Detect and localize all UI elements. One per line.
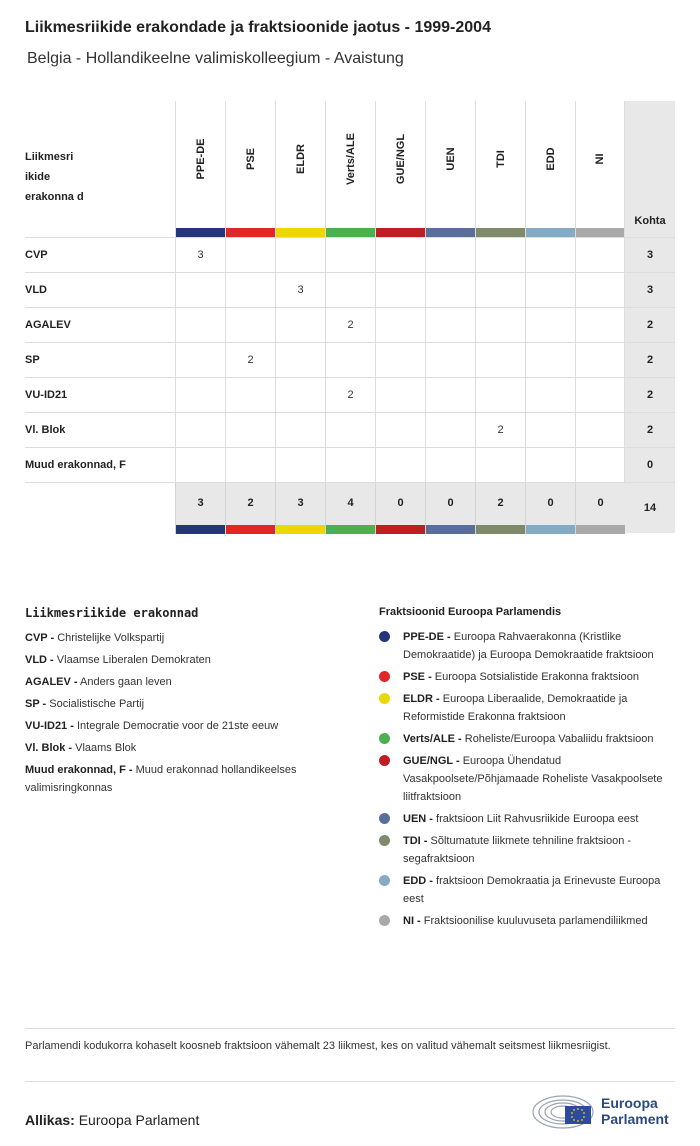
group-abbr: PPE-DE - (403, 631, 451, 643)
group-color-dot (379, 693, 390, 704)
group-abbr: TDI - (403, 835, 428, 847)
party-label: AGALEV (25, 319, 71, 331)
seat-count-cell (225, 273, 275, 308)
group-name: NI (594, 153, 606, 165)
group-color-bar (276, 228, 325, 237)
seat-count-cell (325, 413, 375, 448)
party-fullname: Socialistische Partij (49, 698, 145, 710)
party-legend-item (25, 629, 355, 647)
group-abbr: GUE/NGL - (403, 755, 460, 767)
column-total-cell (175, 483, 225, 534)
group-color-bar (476, 228, 525, 237)
group-color-bar (226, 228, 275, 237)
group-name: GUE/NGL (394, 133, 407, 185)
party-fullname: Christelijke Volkspartij (57, 632, 165, 644)
party-fullname: Integrale Democratie voor de 21ste eeuw (76, 720, 279, 732)
column-total-cell (425, 483, 475, 534)
seat-count-cell (475, 273, 525, 308)
group-legend-item (379, 730, 675, 748)
seat-count-cell: 2 (475, 413, 525, 448)
seat-count-cell (425, 308, 475, 343)
group-fullname: fraktsioon Demokraatia ja Erinevuste Euroopa eest (403, 875, 661, 905)
column-total: 0 (547, 497, 554, 509)
group-abbr: ELDR - (403, 693, 440, 705)
group-color-dot (379, 915, 390, 926)
seat-count-cell (475, 308, 525, 343)
group-legend-title: Fraktsioonid Euroopa Parlamendis (379, 606, 562, 618)
table-row (25, 342, 675, 377)
party-abbr: Muud erakonnad, F - (25, 764, 133, 776)
seat-count-cell (525, 273, 575, 308)
seat-count-cell (475, 378, 525, 413)
group-legend (379, 606, 675, 934)
party-abbr: SP - (25, 698, 47, 710)
group-color-bar (526, 228, 575, 237)
column-total-cell (275, 483, 325, 534)
party-label: CVP (25, 249, 48, 261)
table-row (25, 447, 675, 482)
group-fullname: Roheliste/Euroopa Vabaliidu fraktsioon (464, 733, 654, 745)
party-fullname: Muud erakonnad hollandikeelses valimisringkonnas (25, 764, 297, 794)
group-column-header (475, 101, 525, 237)
logo-line-2: Parlament (601, 1111, 669, 1127)
seat-count-cell (475, 343, 525, 378)
seat-count-cell (375, 413, 425, 448)
group-color-bar (226, 525, 275, 534)
column-total: 4 (347, 497, 354, 509)
party-legend-item (25, 673, 355, 691)
party-abbr: AGALEV - (25, 676, 78, 688)
group-name: TDI (494, 150, 507, 168)
group-color-bar (576, 525, 625, 534)
party-abbr: Vl. Blok - (25, 742, 73, 754)
footnote: Parlamendi kodukorra kohaselt koosneb fraktsioon vähemalt 23 liikmest, kes on valitud vähemalt seitsmest liikmesriigist. (25, 1028, 675, 1082)
group-column-header (225, 101, 275, 237)
seat-count-cell (425, 378, 475, 413)
seat-count-cell: 3 (275, 273, 325, 308)
seat-count-cell (525, 413, 575, 448)
group-color-bar (276, 525, 325, 534)
party-legend-item (25, 717, 355, 735)
row-total: 2 (646, 354, 654, 366)
group-color-dot (379, 671, 390, 682)
party-label: Vl. Blok (25, 424, 66, 436)
row-total: 3 (646, 249, 654, 261)
group-abbr: NI - (403, 915, 421, 927)
party-fullname: Vlaams Blok (75, 742, 137, 754)
group-legend-item (379, 690, 675, 726)
column-total: 2 (497, 497, 504, 509)
seat-count-cell (375, 238, 425, 273)
group-fullname: Euroopa Liberaalide, Demokraatide ja Reformistide Erakonna fraktsioon (403, 693, 628, 723)
grand-total: 14 (643, 502, 657, 514)
row-total: 2 (646, 424, 654, 436)
seat-count-cell (225, 238, 275, 273)
seat-count-cell (525, 378, 575, 413)
seat-count-cell: 2 (325, 308, 375, 343)
seat-count-cell: 3 (175, 238, 225, 273)
party-label: VU-ID21 (25, 389, 68, 401)
group-abbr: PSE - (403, 671, 432, 683)
seat-count-cell (225, 413, 275, 448)
column-total-cell (375, 483, 425, 534)
party-abbr: CVP - (25, 632, 55, 644)
seat-count-cell (275, 448, 325, 483)
seat-count-cell (425, 413, 475, 448)
group-color-dot (379, 813, 390, 824)
group-column-header (575, 101, 625, 237)
seat-count-cell (275, 238, 325, 273)
logo-text (601, 1095, 669, 1127)
seat-count-cell (325, 273, 375, 308)
seat-count-cell: 2 (325, 378, 375, 413)
table-header (25, 101, 675, 237)
group-fullname: Fraktsioonilise kuuluvuseta parlamendiliikmed (423, 915, 648, 927)
seat-count-cell (175, 273, 225, 308)
seat-count-cell (575, 343, 625, 378)
group-fullname: Euroopa Ühendatud Vasakpoolsete/Põhjamaade Roheliste Vasakpoolsete liitfraktsioon (403, 755, 663, 803)
party-legend (25, 606, 355, 801)
seat-count-cell (525, 448, 575, 483)
group-legend-item (379, 668, 675, 686)
seat-count-cell (175, 448, 225, 483)
group-name: UEN (444, 147, 457, 171)
seat-count-cell (175, 378, 225, 413)
column-total-cell (475, 483, 525, 534)
seat-count-cell (375, 378, 425, 413)
seat-count-cell (275, 308, 325, 343)
seat-count-cell (325, 448, 375, 483)
group-abbr: UEN - (403, 813, 433, 825)
table-row (25, 307, 675, 342)
group-color-dot (379, 875, 390, 886)
chart-title: Liikmesriikide erakondade ja fraktsioonide jaotus - 1999-2004 (25, 19, 491, 36)
table-row (25, 377, 675, 412)
seat-count-cell (175, 308, 225, 343)
seat-count-cell (275, 413, 325, 448)
seat-count-cell (225, 448, 275, 483)
seat-count-cell (525, 343, 575, 378)
party-label: Muud erakonnad, F (25, 459, 126, 471)
group-color-dot (379, 733, 390, 744)
column-total: 2 (247, 497, 254, 509)
source-value: Euroopa Parlament (78, 1112, 200, 1128)
column-total: 0 (597, 497, 604, 509)
seat-count-cell (275, 378, 325, 413)
seat-count-cell: 2 (225, 343, 275, 378)
seat-count-cell (325, 238, 375, 273)
party-abbr: VLD - (25, 654, 54, 666)
group-column-header (325, 101, 375, 237)
seat-count-cell (225, 308, 275, 343)
column-total: 0 (397, 497, 404, 509)
hemicycle-icon (531, 1092, 599, 1132)
chart-subtitle: Belgia - Hollandikeelne valimiskolleegium - Avaistung (27, 50, 404, 67)
source-label: Allikas: (25, 1112, 75, 1128)
seat-count-cell (475, 448, 525, 483)
party-fullname: Vlaamse Liberalen Demokraten (56, 654, 211, 666)
seat-count-cell (225, 378, 275, 413)
row-total: 2 (646, 319, 654, 331)
source-line (25, 1112, 199, 1128)
row-header-label: Liikmesri ikide erakonna d (25, 151, 84, 203)
group-color-bar (176, 228, 225, 237)
seat-count-cell (425, 343, 475, 378)
column-total-cell (325, 483, 375, 534)
group-color-dot (379, 631, 390, 642)
table-row (25, 412, 675, 447)
party-legend-item (25, 739, 355, 757)
party-legend-item (25, 651, 355, 669)
group-color-bar (176, 525, 225, 534)
column-total-cell (225, 483, 275, 534)
party-legend-title: Liikmesriikide erakonnad (25, 606, 199, 620)
row-total: 2 (646, 389, 654, 401)
seat-count-cell (425, 273, 475, 308)
group-name: PSE (244, 147, 257, 171)
column-total: 3 (197, 497, 204, 509)
table-row (25, 237, 675, 272)
group-legend-item (379, 752, 675, 806)
group-column-header (525, 101, 575, 237)
group-color-bar (426, 525, 475, 534)
group-legend-item (379, 872, 675, 908)
group-name: Verts/ALE (344, 133, 357, 185)
party-legend-item (25, 761, 355, 797)
group-color-bar (576, 228, 624, 237)
group-column-header (275, 101, 325, 237)
party-fullname: Anders gaan leven (80, 676, 172, 688)
seat-count-cell (525, 238, 575, 273)
totals-row (25, 482, 675, 533)
logo-line-1: Euroopa (601, 1095, 658, 1111)
party-label: SP (25, 354, 40, 366)
group-abbr: Verts/ALE - (403, 733, 462, 745)
column-total: 0 (447, 497, 454, 509)
group-name: EDD (544, 147, 557, 171)
group-fullname: fraktsioon Liit Rahvusriikide Euroopa eest (436, 813, 639, 825)
group-color-dot (379, 755, 390, 766)
party-label: VLD (25, 284, 47, 296)
group-color-bar (526, 525, 575, 534)
column-total-cell (575, 483, 625, 534)
group-color-bar (376, 525, 425, 534)
seat-count-cell (575, 238, 625, 273)
column-total-cell (525, 483, 575, 534)
group-legend-item (379, 832, 675, 868)
seat-count-cell (325, 343, 375, 378)
table-row (25, 272, 675, 307)
seat-count-cell (475, 238, 525, 273)
seat-count-cell (575, 448, 625, 483)
group-color-dot (379, 835, 390, 846)
seat-count-cell (575, 308, 625, 343)
seat-count-cell (375, 448, 425, 483)
group-fullname: Euroopa Rahvaerakonna (Kristlike Demokraatide) ja Euroopa Demokraatide fraktsioon (403, 631, 654, 661)
seat-count-cell (275, 343, 325, 378)
party-abbr: VU-ID21 - (25, 720, 74, 732)
seat-count-cell (375, 308, 425, 343)
seat-count-cell (425, 448, 475, 483)
seat-count-cell (375, 343, 425, 378)
european-parliament-logo (531, 1092, 676, 1132)
group-fullname: Euroopa Sotsialistide Erakonna fraktsioon (434, 671, 640, 683)
group-color-bar (326, 228, 375, 237)
party-legend-item (25, 695, 355, 713)
group-color-bar (326, 525, 375, 534)
seat-count-cell (175, 413, 225, 448)
seat-count-cell (425, 238, 475, 273)
group-name: ELDR (294, 144, 307, 174)
group-column-header (425, 101, 475, 237)
seat-count-cell (375, 273, 425, 308)
row-total: 3 (646, 284, 654, 296)
group-color-bar (376, 228, 425, 237)
seat-count-cell (175, 343, 225, 378)
seat-count-cell (575, 413, 625, 448)
row-total: 0 (646, 459, 654, 471)
group-column-header (375, 101, 425, 237)
group-color-bar (426, 228, 475, 237)
group-legend-item (379, 628, 675, 664)
group-color-bar (476, 525, 525, 534)
group-legend-item (379, 810, 675, 828)
seat-count-cell (575, 378, 625, 413)
group-legend-item (379, 912, 675, 930)
group-column-header (175, 101, 225, 237)
total-column-label: Kohta (634, 215, 666, 227)
group-abbr: EDD - (403, 875, 433, 887)
group-name: PPE-DE (194, 138, 207, 180)
group-fullname: Sõltumatute liikmete tehniline fraktsioon - segafraktsioon (403, 835, 632, 865)
seat-count-cell (525, 308, 575, 343)
seat-count-cell (575, 273, 625, 308)
column-total: 3 (297, 497, 304, 509)
